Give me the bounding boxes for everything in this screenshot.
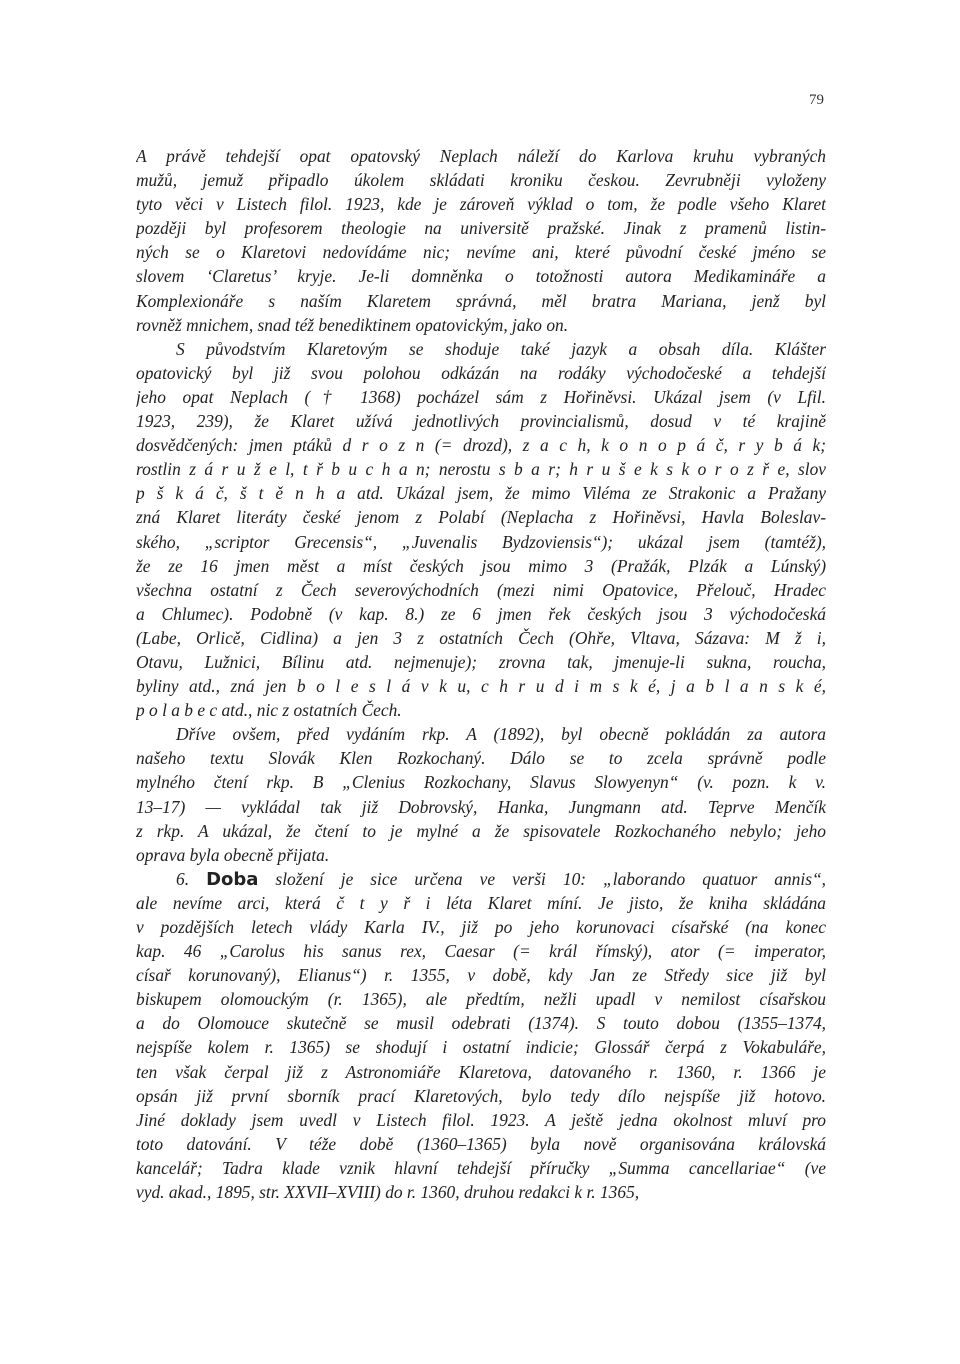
line-text: našeho textu Slovák Klen Rozkochaný. Dálo se to zcela správně podle (136, 748, 826, 769)
line-text: jeho opat Neplach († 1368) pocházel sám z Hořiněvsi. Ukázal jsem (v Lfil. (136, 386, 826, 407)
text-line (136, 578, 826, 602)
line-text: byliny atd., zná jen b o l e s l á v k u, c h r u d i m s k é, j a b l a n s k é, (136, 676, 826, 697)
line-text: a do Olomouce skutečně se musil odebrati (1374). S touto dobou (1355–1374, (136, 1013, 826, 1034)
text-line (136, 1180, 826, 1204)
line-text: biskupem olomouckým (r. 1365), ale předtím, nežli upadl v nemilost císařskou (136, 989, 826, 1010)
line-text: rostlin z á r u ž e l, t ř b u c h a n; nerostu s b a r; h r u š e k s k o r o z ř e, slov (136, 459, 826, 480)
text-line (136, 674, 826, 698)
text-line (136, 915, 826, 939)
text-line (136, 819, 826, 843)
text-line (136, 1011, 826, 1035)
text-line (136, 602, 826, 626)
line-text: dosvědčených: jmen ptáků d r o z n (= drozd), z a c h, k o n o p á č, r y b á k; (136, 435, 826, 456)
line-text: Dříve ovšem, před vydáním rkp. A (1892), byl obecně pokládán za autora (176, 724, 826, 745)
section-heading: Doba (206, 868, 259, 890)
text-line (136, 433, 826, 457)
line-text: ných se o Klaretovi nedovídáme nic; nevíme ani, které původní české jméno se (136, 242, 826, 263)
line-text: složení je sice určena ve verši 10: „laborando quatuor annis“, (275, 868, 826, 889)
line-text: oprava byla obecně přijata. (136, 844, 330, 865)
line-text: Jiné doklady jsem uvedl v Listech filol. 1923. A ještě jedna okolnost mluví pro (136, 1109, 826, 1130)
text-line (136, 192, 826, 216)
text-line (136, 1132, 826, 1156)
line-text: císař korunovaný), Elianus“) r. 1355, v době, kdy Jan ze Středy sice již byl (136, 965, 826, 986)
line-text: opsán již první sborník prací Klaretových, bylo tedy dílo nejspíše již hotovo. (136, 1085, 826, 1106)
text-line (136, 264, 826, 288)
text-line (136, 361, 826, 385)
line-text: mylného čtení rkp. B „Clenius Rozkochany, Slavus Slowyenyn“ (v. pozn. k v. (136, 772, 826, 793)
text-line (136, 843, 826, 867)
text-line (136, 216, 826, 240)
text-line (136, 457, 826, 481)
text-line (136, 385, 826, 409)
line-text: kap. 46 „Carolus his sanus rex, Caesar (= král římský), ator (= imperator, (136, 941, 826, 962)
text-line (136, 626, 826, 650)
line-text: ten však čerpal již z Astronomiáře Klaretova, datovaného r. 1360, r. 1366 je (136, 1061, 826, 1082)
text-line (136, 722, 826, 746)
line-text: Komplexionáře s naším Klaretem správná, měl bratra Mariana, jenž byl (136, 290, 826, 311)
line-text: ského, „scriptor Grecensis“, „Juvenalis Bydzoviensis“); ukázal jsem (tamtéž), (136, 531, 826, 552)
text-line (136, 795, 826, 819)
text-line (136, 1108, 826, 1132)
line-text: opatovický byl již svou polohou odkázán na rodáky východočeské a tehdejší (136, 362, 826, 383)
line-text: kancelář; Tadra klade vznik hlavní tehdejší příručky „Summa cancellariae“ (ve (136, 1157, 826, 1178)
line-text: všechna ostatní z Čech severovýchodních (mezi nimi Opatovice, Přelouč, Hradec (136, 579, 826, 600)
line-text: vyd. akad., 1895, str. XXVII–XVIII) do r. 1360, druhou redakci k r. 1365, (136, 1182, 640, 1203)
line-text: ale nevíme arci, která č t y ř i léta Klaret míní. Je jisto, že kniha skládána (136, 892, 826, 913)
line-text: S původstvím Klaretovým se shoduje také jazyk a obsah díla. Klášter (176, 338, 826, 359)
line-text: (Labe, Orlicě, Cidlina) a jen 3 z ostatních Čech (Ohře, Vltava, Sázava: M ž i, (136, 627, 826, 648)
line-text: slovem ‘Claretus’ kryje. Je-li domněnka o totožnosti autora Medikamináře a (136, 266, 826, 287)
text-line (136, 481, 826, 505)
line-text: A právě tehdejší opat opatovský Neplach náleží do Karlova kruhu vybraných (136, 146, 826, 166)
line-text: že ze 16 jmen měst a míst českých jsou mimo 3 (Pražák, Plzák a Lúnský) (136, 555, 826, 576)
text-line (136, 554, 826, 578)
text-line (136, 650, 826, 674)
text-line (136, 505, 826, 529)
text-line (136, 409, 826, 433)
line-text: toto datování. V téže době (1360–1365) byla nově organisována královská (136, 1133, 826, 1154)
text-line (136, 289, 826, 313)
line-text: později byl profesorem theologie na universitě pražské. Jinak z pramenů listin- (136, 218, 826, 239)
line-text: mužů, jemuž připadlo úkolem skládati kroniku českou. Zevrubněji vyloženy (136, 170, 826, 191)
text-line (136, 891, 826, 915)
section-number: 6. (176, 868, 207, 889)
body-text (136, 144, 826, 1204)
text-line (136, 530, 826, 554)
text-line (136, 1156, 826, 1180)
text-line (136, 144, 826, 168)
text-line (136, 1035, 826, 1059)
text-line (136, 698, 826, 722)
text-line (136, 746, 826, 770)
line-text: v pozdějších letech vlády Karla IV., již po jeho korunovaci císařské (na konec (136, 917, 826, 937)
line-text: 1923, 239), že Klaret užívá jednotlivých provincialismů, dosud v té krajině (136, 411, 826, 432)
line-text: 13–17) — vykládal tak již Dobrovský, Hanka, Jungmann atd. Teprve Menčík (136, 796, 826, 817)
text-line (136, 1060, 826, 1084)
text-line (136, 337, 826, 361)
text-line (136, 313, 826, 337)
line-text: zná Klaret literáty české jenom z Polabí (Neplacha z Hořiněvsi, Havla Boleslav- (136, 507, 826, 528)
text-line (136, 770, 826, 794)
line-text: p š k á č, š t ě n h a atd. Ukázal jsem, že mimo Viléma ze Strakonic a Pražany (136, 483, 826, 504)
line-text: Otavu, Lužnici, Bílinu atd. nejmenuje); zrovna tak, jmenuje-li sukna, roucha, (136, 651, 826, 672)
line-text: a Chlumec). Podobně (v kap. 8.) ze 6 jmen řek českých jsou 3 východočeská (136, 603, 826, 624)
text-line (136, 963, 826, 987)
text-line (136, 240, 826, 264)
text-line (136, 987, 826, 1011)
line-text: p o l a b e c atd., nic z ostatních Čech. (136, 700, 402, 721)
line-text: nejspíše kolem r. 1365) se shodují i ostatní indicie; Glossář čerpá z Vokabuláře, (136, 1037, 826, 1058)
text-line (136, 867, 826, 891)
text-line (136, 1084, 826, 1108)
page-number: 79 (809, 92, 824, 108)
text-line (136, 939, 826, 963)
line-text: z rkp. A ukázal, že čtení to je mylné a že spisovatele Rozkochaného nebylo; jeho (136, 820, 826, 841)
text-line (136, 168, 826, 192)
line-text: tyto věci v Listech filol. 1923, kde je zároveň výklad o tom, že podle všeho Klaret (136, 194, 826, 215)
line-text: rovněž mnichem, snad též benediktinem opatovickým, jako on. (136, 314, 569, 335)
